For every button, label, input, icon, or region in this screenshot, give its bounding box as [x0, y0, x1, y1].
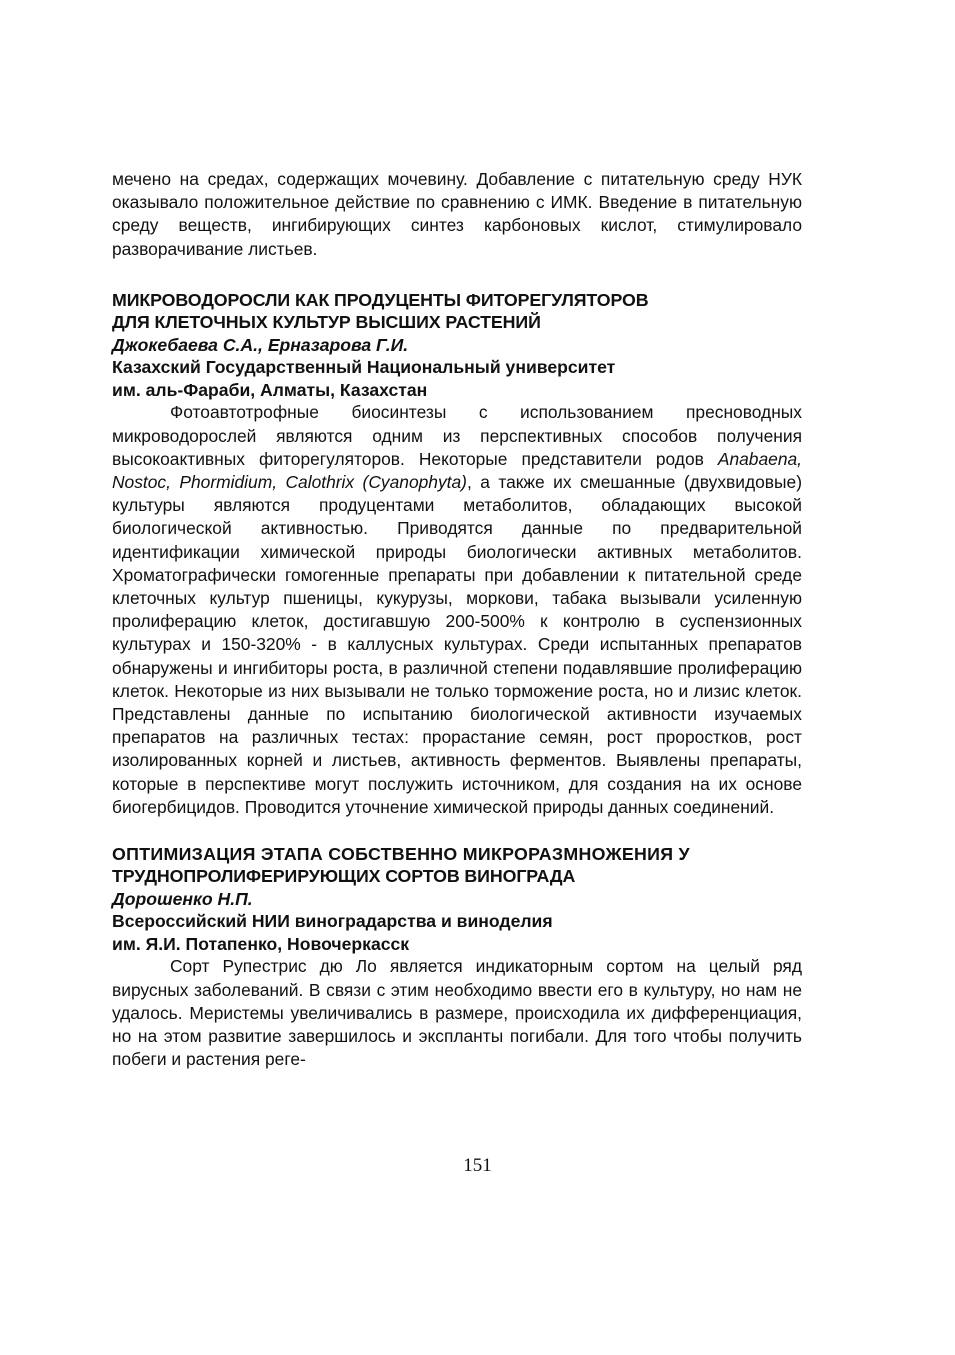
article1-authors: Джокебаева С.А., Ерназарова Г.И. — [112, 334, 409, 355]
article-grape — [112, 843, 802, 1072]
article2-body: Сорт Рупестрис дю Ло является индикаторным сортом на целый ряд вирусных заболеваний. В связи с этим необходимо ввести его в культуру, но нам не удалось. Меристемы увеличивались в размере, происходила их дифференциация, но на этом развитие завершилось и экспланты погибали. Для того чтобы получить побеги и растения реге- — [112, 956, 802, 1070]
article1-title-line2: ДЛЯ КЛЕТОЧНЫХ КУЛЬТУР ВЫСШИХ РАСТЕНИЙ — [112, 312, 541, 333]
article1-affiliation-line2: им. аль-Фараби, Алматы, Казахстан — [112, 379, 428, 400]
article2-affiliation-line2: им. Я.И. Потапенко, Новочеркасск — [112, 933, 410, 954]
page-number: 151 — [463, 1155, 492, 1176]
article-microalgae — [112, 289, 802, 819]
article2-authors: Дорошенко Н.П. — [112, 888, 253, 909]
article1-body-part2: , а также их смешанные (двухвидовые) культуры являются продуцентами метаболитов, обладающих высокой биологической активностью. Приводятся данные по предварительной идентификации химической природы биологически активных метаболитов. Хроматографически гомогенные препараты при добавлении к питательной среде клеточных культур пшеницы, кукурузы, моркови, табака вызывали усиленную пролиферацию клеток, достигавшую 200-500% к контролю в суспензионных культурах и 150-320% - в каллусных культурах. Среди испытанных препаратов обнаружены и ингибиторы роста, в различной степени подавлявшие пролиферацию клеток. Некоторые из них вызывали не только торможение роста, но и лизис клеток. Представлены данные по испытанию биологической активности изучаемых препаратов на различных тестах: прорастание семян, рост проростков, рост изолированных корней и листьев, активность ферментов. Выявлены препараты, которые в перспективе могут послужить источником, для создания на их основе биогербицидов. Проводится уточнение химической природы данных соединений. — [112, 471, 802, 817]
article1-title-line1: МИКРОВОДОРОСЛИ КАК ПРОДУЦЕНТЫ ФИТОРЕГУЛЯТОРОВ — [112, 289, 649, 310]
article1-body — [112, 401, 802, 819]
article1-body-part1: Фотоавтотрофные биосинтезы с использованием пресноводных микроводорослей являются одним из перспективных способов получения высокоактивных фиторегуляторов. Некоторые представители родов — [112, 402, 802, 469]
article1-affiliation-line1: Казахский Государственный Национальный университет — [112, 357, 616, 378]
article2-title-line1: ОПТИМИЗАЦИЯ ЭТАПА СОБСТВЕННО МИКРОРАЗМНОЖЕНИЯ У — [112, 843, 690, 864]
intro-paragraph: мечено на средах, содержащих мочевину. Добавление с питательную среду НУК оказывало положительное действие по сравнению с ИМК. Введение в питательную среду веществ, ингибирующих синтез карбоновых кислот, стимулировало разворачивание листьев. — [112, 169, 802, 259]
article1-genera-names: Anabaena, Nostoc, Phormidium, Calothrix (Cyanophyta) — [112, 448, 802, 492]
article2-affiliation-line1: Всероссийский НИИ виноградарства и виноделия — [112, 911, 553, 932]
article2-title-line2: ТРУДНОПРОЛИФЕРИРУЮЩИХ СОРТОВ ВИНОГРАДА — [112, 866, 576, 887]
page-content — [112, 168, 802, 1071]
